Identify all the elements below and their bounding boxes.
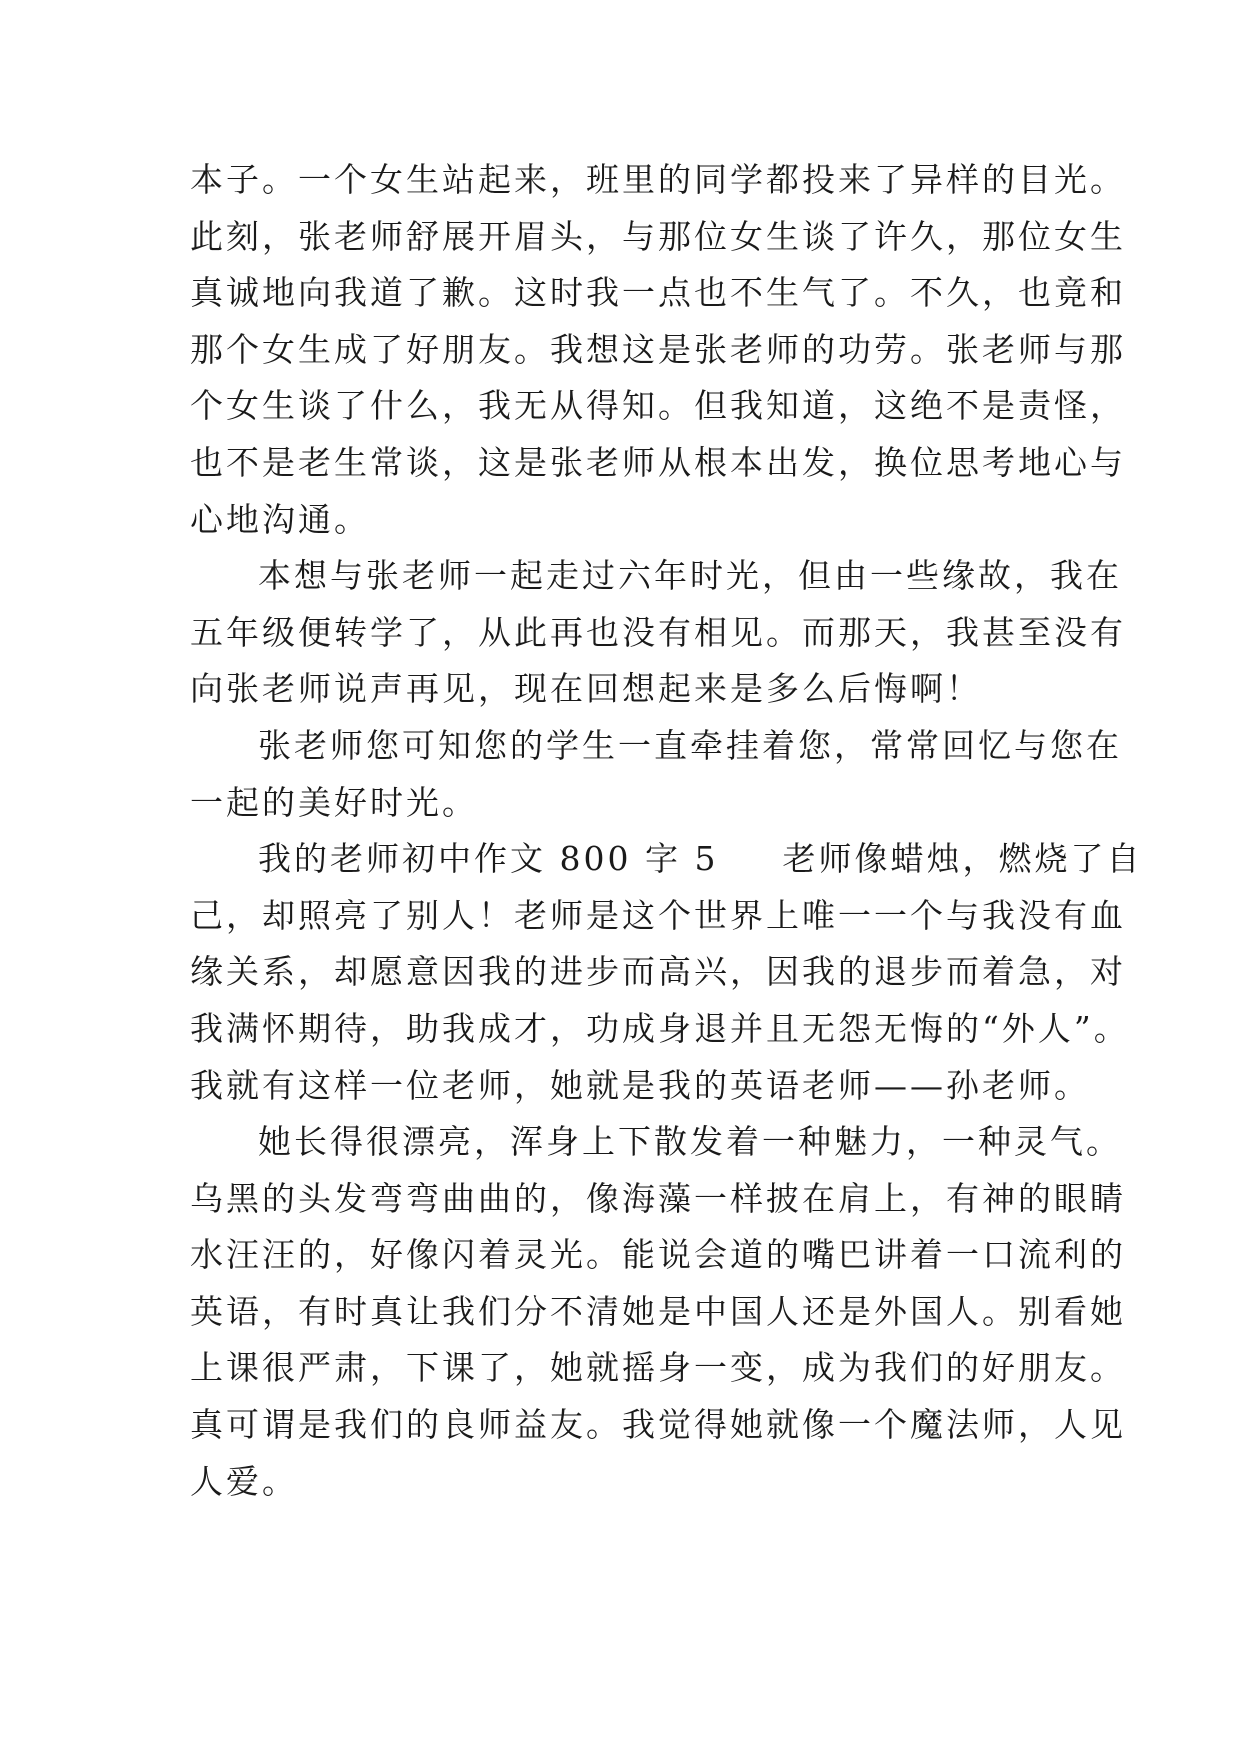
text-line: 心地沟通。 <box>190 499 370 539</box>
text-line: 也不是老生常谈，这是张老师从根本出发，换位思考地心与 <box>190 442 1126 482</box>
text-line: 乌黑的头发弯弯曲曲的，像海藻一样披在肩上，有神的眼睛 <box>190 1178 1126 1218</box>
paragraph-5 <box>190 1114 1126 1510</box>
text-line: 英语，有时真让我们分不清她是中国人还是外国人。别看她 <box>190 1291 1126 1331</box>
text-line: 她长得很漂亮，浑身上下散发着一种魅力，一种灵气。 <box>258 1122 1122 1162</box>
text-line: 那个女生成了好朋友。我想这是张老师的功劳。张老师与那 <box>190 329 1126 369</box>
text-line: 此刻，张老师舒展开眉头，与那位女生谈了许久，那位女生 <box>190 216 1126 256</box>
text-line: 向张老师说声再见，现在回想起来是多么后悔啊！ <box>190 669 982 709</box>
text-line: 人爱。 <box>190 1461 298 1501</box>
paragraph-3 <box>190 718 1122 831</box>
text-line: 己，却照亮了别人！老师是这个世界上唯一一个与我没有血 <box>190 895 1126 935</box>
paragraph-2 <box>190 548 1126 718</box>
text-line: 个女生谈了什么，我无从得知。但我知道，这绝不是责怪， <box>190 386 1126 426</box>
paragraph-1 <box>190 152 1126 548</box>
text-line: 我就有这样一位老师，她就是我的英语老师——孙老师。 <box>190 1065 1090 1105</box>
section-heading: 我的老师初中作文 800 字 5 <box>258 839 719 879</box>
document-page <box>190 152 1143 1510</box>
text-line: 真可谓是我们的良师益友。我觉得她就像一个魔法师，人见 <box>190 1405 1126 1445</box>
paragraph-4 <box>190 831 1143 1114</box>
text-line: 一起的美好时光。 <box>190 782 478 822</box>
text-line: 本子。一个女生站起来，班里的同学都投来了异样的目光。 <box>190 160 1126 199</box>
text-line <box>190 831 1143 888</box>
text-line: 我满怀期待，助我成才，功成身退并且无怨无悔的“外人”。 <box>190 1008 1130 1048</box>
text-line: 缘关系，却愿意因我的进步而高兴，因我的退步而着急，对 <box>190 952 1126 992</box>
text-span: 老师像蜡烛，燃烧了自 <box>782 839 1143 879</box>
text-line: 水汪汪的，好像闪着灵光。能说会道的嘴巴讲着一口流利的 <box>190 1235 1126 1275</box>
text-line: 上课很严肃，下课了，她就摇身一变，成为我们的好朋友。 <box>190 1348 1126 1388</box>
text-line: 真诚地向我道了歉。这时我一点也不生气了。不久，也竟和 <box>190 273 1126 313</box>
text-line: 五年级便转学了，从此再也没有相见。而那天，我甚至没有 <box>190 612 1126 652</box>
text-line: 本想与张老师一起走过六年时光，但由一些缘故，我在 <box>258 556 1122 596</box>
text-line: 张老师您可知您的学生一直牵挂着您，常常回忆与您在 <box>258 725 1122 765</box>
